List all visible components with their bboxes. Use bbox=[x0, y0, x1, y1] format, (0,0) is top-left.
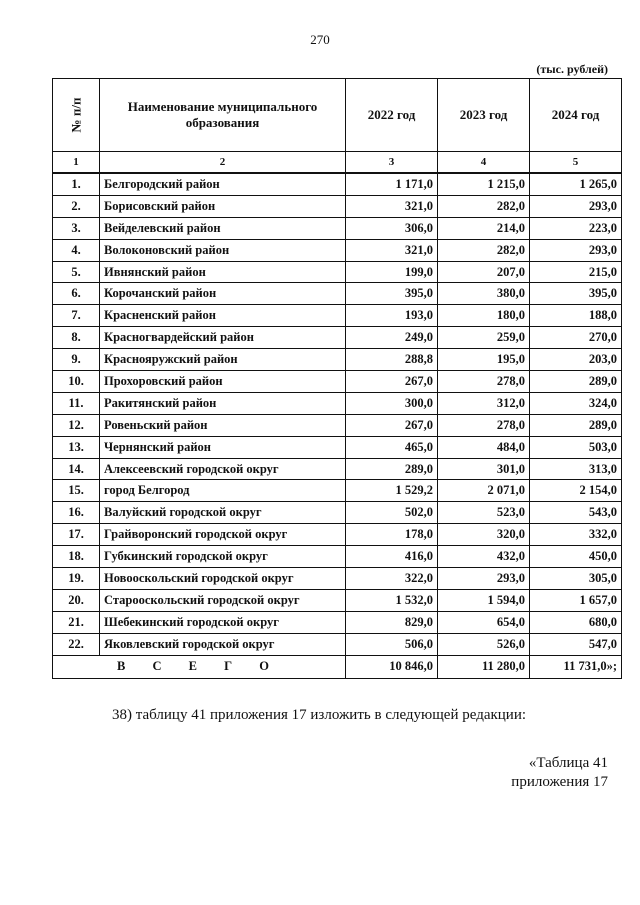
row-value-2022: 289,0 bbox=[346, 458, 438, 480]
row-value-2024: 305,0 bbox=[530, 568, 622, 590]
page-number: 270 bbox=[310, 32, 330, 47]
row-value-2024: 203,0 bbox=[530, 349, 622, 371]
row-value-2024: 1 657,0 bbox=[530, 589, 622, 611]
row-value-2022: 395,0 bbox=[346, 283, 438, 305]
row-name: город Белгород bbox=[100, 480, 346, 502]
units-label: (тыс. рублей) bbox=[536, 62, 608, 76]
header-2024: 2024 год bbox=[530, 79, 622, 152]
table-row bbox=[53, 524, 622, 546]
row-name: Валуйский городской округ bbox=[100, 502, 346, 524]
row-number: 14. bbox=[53, 458, 100, 480]
row-value-2022: 1 532,0 bbox=[346, 589, 438, 611]
row-value-2023: 380,0 bbox=[438, 283, 530, 305]
row-number: 3. bbox=[53, 217, 100, 239]
row-value-2023: 2 071,0 bbox=[438, 480, 530, 502]
header-2023: 2023 год bbox=[438, 79, 530, 152]
row-name: Ракитянский район bbox=[100, 392, 346, 414]
row-name: Чернянский район bbox=[100, 436, 346, 458]
row-number: 11. bbox=[53, 392, 100, 414]
row-value-2023: 526,0 bbox=[438, 633, 530, 655]
row-number: 10. bbox=[53, 371, 100, 393]
row-name: Краснояружский район bbox=[100, 349, 346, 371]
row-number: 6. bbox=[53, 283, 100, 305]
row-value-2022: 322,0 bbox=[346, 568, 438, 590]
row-value-2024: 293,0 bbox=[530, 195, 622, 217]
row-value-2023: 278,0 bbox=[438, 414, 530, 436]
row-name: Старооскольский городской округ bbox=[100, 589, 346, 611]
total-2024: 11 731,0»; bbox=[530, 655, 622, 678]
row-value-2023: 312,0 bbox=[438, 392, 530, 414]
table-row bbox=[53, 327, 622, 349]
table-row bbox=[53, 371, 622, 393]
header-2022: 2022 год bbox=[346, 79, 438, 152]
row-value-2023: 1 594,0 bbox=[438, 589, 530, 611]
table-row bbox=[53, 305, 622, 327]
table-row bbox=[53, 195, 622, 217]
row-name: Губкинский городской округ bbox=[100, 546, 346, 568]
row-value-2022: 465,0 bbox=[346, 436, 438, 458]
row-value-2022: 193,0 bbox=[346, 305, 438, 327]
row-value-2023: 523,0 bbox=[438, 502, 530, 524]
table-row bbox=[53, 502, 622, 524]
row-value-2024: 324,0 bbox=[530, 392, 622, 414]
table-row bbox=[53, 349, 622, 371]
index-cell: 2 bbox=[100, 152, 346, 174]
row-name: Прохоровский район bbox=[100, 371, 346, 393]
row-value-2022: 267,0 bbox=[346, 371, 438, 393]
row-value-2022: 199,0 bbox=[346, 261, 438, 283]
row-name: Вейделевский район bbox=[100, 217, 346, 239]
row-number: 22. bbox=[53, 633, 100, 655]
total-2023: 11 280,0 bbox=[438, 655, 530, 678]
table-row bbox=[53, 480, 622, 502]
header-num-label: № п/п bbox=[68, 97, 83, 133]
row-value-2024: 289,0 bbox=[530, 414, 622, 436]
row-value-2024: 543,0 bbox=[530, 502, 622, 524]
row-value-2023: 320,0 bbox=[438, 524, 530, 546]
row-value-2024: 188,0 bbox=[530, 305, 622, 327]
row-name: Красненский район bbox=[100, 305, 346, 327]
row-value-2024: 293,0 bbox=[530, 239, 622, 261]
row-number: 2. bbox=[53, 195, 100, 217]
row-value-2022: 502,0 bbox=[346, 502, 438, 524]
row-number: 1. bbox=[53, 173, 100, 195]
table-row bbox=[53, 239, 622, 261]
table-row bbox=[53, 173, 622, 195]
row-number: 13. bbox=[53, 436, 100, 458]
row-name: Красногвардейский район bbox=[100, 327, 346, 349]
row-value-2023: 259,0 bbox=[438, 327, 530, 349]
index-cell: 1 bbox=[53, 152, 100, 174]
row-name: Белгородский район bbox=[100, 173, 346, 195]
row-value-2022: 321,0 bbox=[346, 195, 438, 217]
row-value-2022: 416,0 bbox=[346, 546, 438, 568]
table-reference-line1: «Таблица 41 bbox=[528, 755, 608, 771]
row-number: 18. bbox=[53, 546, 100, 568]
row-value-2023: 282,0 bbox=[438, 195, 530, 217]
table-reference-line2: приложения 17 bbox=[511, 774, 608, 790]
index-cell: 4 bbox=[438, 152, 530, 174]
row-value-2024: 223,0 bbox=[530, 217, 622, 239]
row-name: Корочанский район bbox=[100, 283, 346, 305]
row-name: Грайворонский городской округ bbox=[100, 524, 346, 546]
table-row bbox=[53, 568, 622, 590]
row-value-2022: 506,0 bbox=[346, 633, 438, 655]
row-value-2023: 301,0 bbox=[438, 458, 530, 480]
table-row bbox=[53, 392, 622, 414]
table-row bbox=[53, 217, 622, 239]
row-name: Волоконовский район bbox=[100, 239, 346, 261]
table-row bbox=[53, 283, 622, 305]
row-name: Ивнянский район bbox=[100, 261, 346, 283]
table-reference bbox=[511, 754, 608, 792]
index-cell: 3 bbox=[346, 152, 438, 174]
row-value-2023: 180,0 bbox=[438, 305, 530, 327]
row-value-2022: 829,0 bbox=[346, 611, 438, 633]
row-value-2023: 293,0 bbox=[438, 568, 530, 590]
row-name: Ровеньский район bbox=[100, 414, 346, 436]
row-value-2022: 300,0 bbox=[346, 392, 438, 414]
row-value-2022: 1 529,2 bbox=[346, 480, 438, 502]
row-value-2023: 432,0 bbox=[438, 546, 530, 568]
total-2022: 10 846,0 bbox=[346, 655, 438, 678]
table-body bbox=[53, 173, 622, 655]
index-cell: 5 bbox=[530, 152, 622, 174]
row-value-2024: 215,0 bbox=[530, 261, 622, 283]
table-row bbox=[53, 611, 622, 633]
row-value-2023: 195,0 bbox=[438, 349, 530, 371]
row-value-2023: 282,0 bbox=[438, 239, 530, 261]
header-num bbox=[53, 79, 100, 152]
row-value-2024: 289,0 bbox=[530, 371, 622, 393]
row-value-2024: 680,0 bbox=[530, 611, 622, 633]
row-value-2024: 503,0 bbox=[530, 436, 622, 458]
row-number: 15. bbox=[53, 480, 100, 502]
total-row bbox=[53, 655, 622, 678]
table-row bbox=[53, 414, 622, 436]
row-value-2023: 1 215,0 bbox=[438, 173, 530, 195]
row-value-2024: 450,0 bbox=[530, 546, 622, 568]
table-header-row bbox=[53, 79, 622, 152]
table-row bbox=[53, 633, 622, 655]
header-name: Наименование муниципального образования bbox=[100, 79, 346, 152]
row-value-2022: 288,8 bbox=[346, 349, 438, 371]
row-value-2024: 395,0 bbox=[530, 283, 622, 305]
row-value-2023: 278,0 bbox=[438, 371, 530, 393]
row-number: 20. bbox=[53, 589, 100, 611]
budget-table bbox=[52, 78, 622, 679]
row-value-2023: 214,0 bbox=[438, 217, 530, 239]
row-name: Алексеевский городской округ bbox=[100, 458, 346, 480]
row-value-2024: 270,0 bbox=[530, 327, 622, 349]
row-value-2023: 484,0 bbox=[438, 436, 530, 458]
row-number: 21. bbox=[53, 611, 100, 633]
row-value-2022: 267,0 bbox=[346, 414, 438, 436]
row-value-2024: 332,0 bbox=[530, 524, 622, 546]
row-value-2022: 1 171,0 bbox=[346, 173, 438, 195]
total-label: В С Е Г О bbox=[53, 655, 346, 678]
row-value-2024: 547,0 bbox=[530, 633, 622, 655]
row-number: 4. bbox=[53, 239, 100, 261]
row-number: 8. bbox=[53, 327, 100, 349]
row-number: 16. bbox=[53, 502, 100, 524]
column-index-row bbox=[53, 152, 622, 174]
row-name: Новооскольский городской округ bbox=[100, 568, 346, 590]
table-row bbox=[53, 261, 622, 283]
row-number: 12. bbox=[53, 414, 100, 436]
table-row bbox=[53, 458, 622, 480]
row-value-2022: 178,0 bbox=[346, 524, 438, 546]
row-value-2022: 249,0 bbox=[346, 327, 438, 349]
row-number: 17. bbox=[53, 524, 100, 546]
table-row bbox=[53, 589, 622, 611]
row-number: 9. bbox=[53, 349, 100, 371]
row-value-2024: 2 154,0 bbox=[530, 480, 622, 502]
row-value-2024: 1 265,0 bbox=[530, 173, 622, 195]
table-row bbox=[53, 546, 622, 568]
row-value-2022: 306,0 bbox=[346, 217, 438, 239]
row-number: 19. bbox=[53, 568, 100, 590]
row-name: Борисовский район bbox=[100, 195, 346, 217]
row-number: 5. bbox=[53, 261, 100, 283]
table-row bbox=[53, 436, 622, 458]
row-number: 7. bbox=[53, 305, 100, 327]
row-name: Шебекинский городской округ bbox=[100, 611, 346, 633]
row-value-2022: 321,0 bbox=[346, 239, 438, 261]
row-value-2023: 654,0 bbox=[438, 611, 530, 633]
row-name: Яковлевский городской округ bbox=[100, 633, 346, 655]
row-value-2023: 207,0 bbox=[438, 261, 530, 283]
instruction-text: 38) таблицу 41 приложения 17 изложить в следующей редакции: bbox=[112, 707, 527, 723]
row-value-2024: 313,0 bbox=[530, 458, 622, 480]
